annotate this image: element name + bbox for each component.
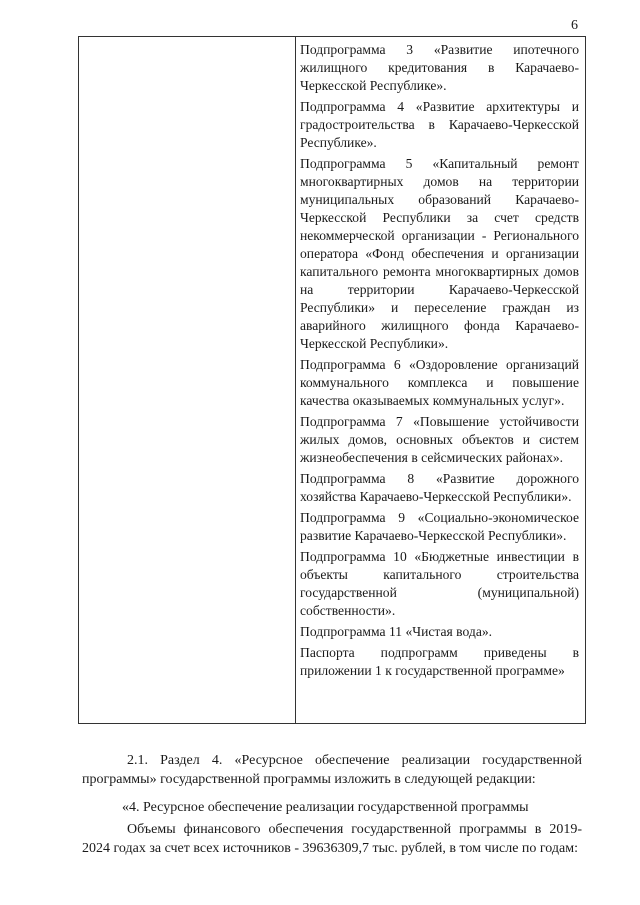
subprogram-7: Подпрограмма 7 «Повышение устойчивости жилых домов, основных объектов и систем жизнеобеспечения в сейсмических районах». (300, 414, 579, 465)
column-divider (295, 37, 296, 723)
funding-paragraph: Объемы финансового обеспечения государственной программы в 2019-2024 годах за счет всех источников - 39636309,7 тыс. рублей, в том числе по годам: (82, 822, 582, 856)
subprogram-3: Подпрограмма 3 «Развитие ипотечного жилищного кредитования в Карачаево-Черкесской Республике». (300, 42, 579, 93)
subprogram-6: Подпрограмма 6 «Оздоровление организаций коммунального комплекса и повышение качества оказываемых коммунальных услуг». (300, 357, 579, 408)
subprogram-10: Подпрограмма 10 «Бюджетные инвестиции в объекты капитального строительства государственной (муниципальной) собственности». (300, 549, 579, 618)
passport-table (78, 36, 586, 724)
section-heading: «4. Ресурсное обеспечение реализации государственной программы (122, 800, 529, 815)
subprogram-11: Подпрограмма 11 «Чистая вода». (300, 624, 493, 639)
subprogram-9: Подпрограмма 9 «Социально-экономическое развитие Карачаево-Черкесской Республики». (300, 510, 579, 543)
subprogram-passports-note: Паспорта подпрограмм приведены в приложении 1 к государственной программе» (300, 645, 579, 678)
subprogram-4: Подпрограмма 4 «Развитие архитектуры и градостроительства в Карачаево-Черкесской Республике». (300, 99, 579, 150)
page-number: 6 (571, 18, 578, 33)
amendment-paragraph: 2.1. Раздел 4. «Ресурсное обеспечение реализации государственной программы» государственной программы изложить в следующей редакции: (82, 753, 582, 787)
table-right-cell (300, 41, 579, 683)
subprogram-5: Подпрограмма 5 «Капитальный ремонт многоквартирных домов на территории муниципальных образований Карачаево-Черкесской Республики за счет средств некоммерческой организации - Регионального оператора «Фонд обеспечения и организации капитального ремонта многоквартирных домов на территории Карачаево-Черкесской Республики» и переселение граждан из аварийного жилищного фонда Карачаево-Черкесской Республики». (300, 156, 579, 351)
subprogram-8: Подпрограмма 8 «Развитие дорожного хозяйства Карачаево-Черкесской Республики». (300, 471, 579, 504)
